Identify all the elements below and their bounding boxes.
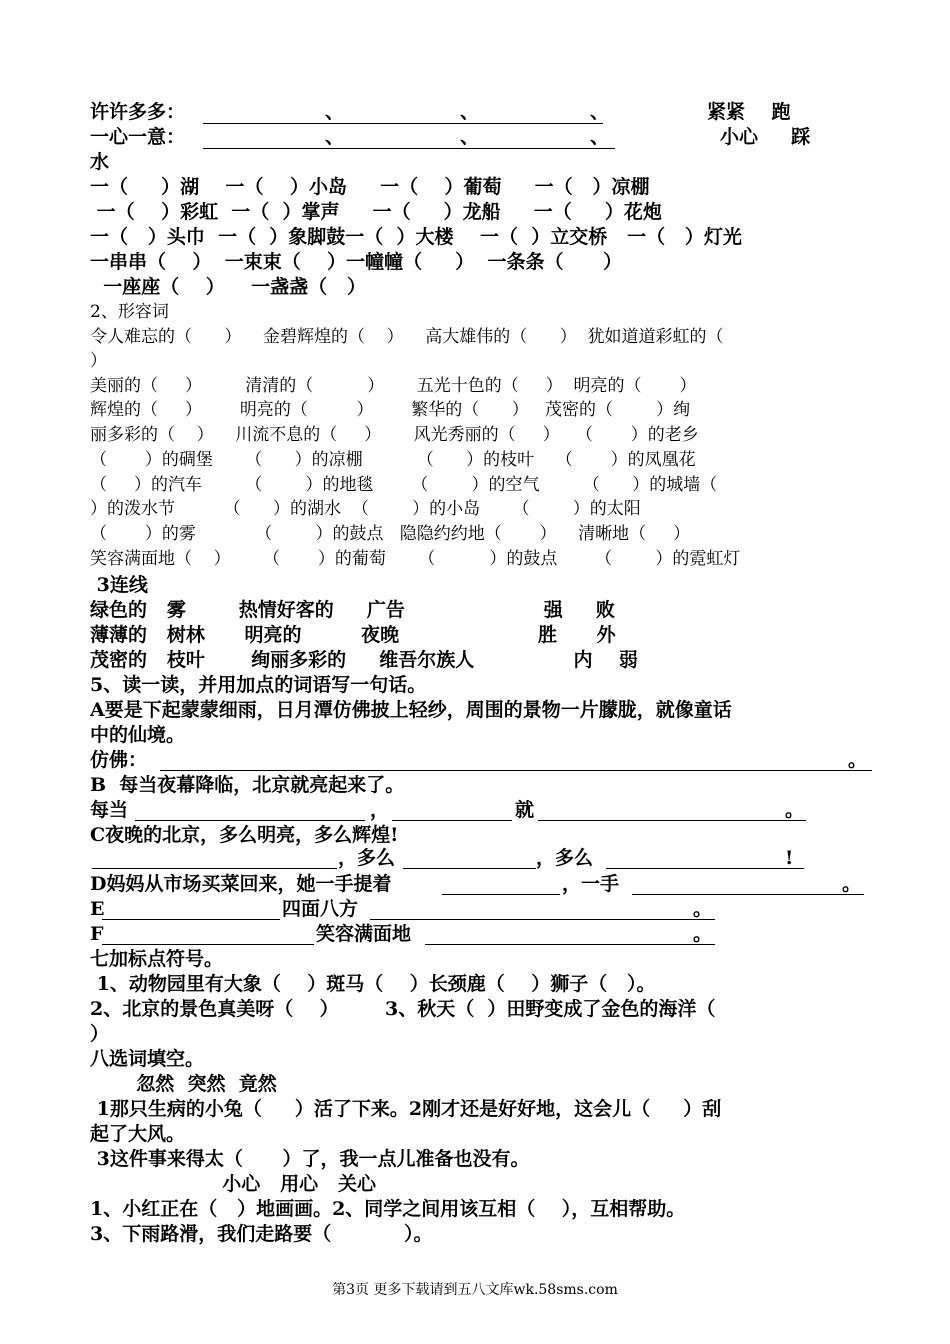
word-choice-line: 3这件事来得太（ ）了，我一点儿准备也没有。 — [90, 1148, 530, 1170]
sentence-c: C夜晚的北京，多么明亮，多么辉煌! — [90, 824, 399, 846]
prompt-jiu: 就 — [515, 799, 535, 821]
measure-word-line: 一（ ）头巾 一（ ）象脚鼓一（ ）大楼 一（ ）立交桥 一（ ）灯光 — [90, 226, 742, 248]
period: 。 — [785, 799, 805, 821]
row-yixinyiyi-label: 一心一意： — [90, 126, 186, 148]
prompt-duome: ，多么 — [338, 847, 396, 869]
adjective-line: 丽多彩的（ ） 川流不息的（ ） 风光秀丽的（ ） （ ）的老乡 — [90, 425, 699, 445]
measure-word-line: 一串串（ ） 一束束（ ）一幢幢（ ） 一条条（ ） — [90, 251, 623, 273]
matching-line: 薄薄的 树林 明亮的 夜晚 胜 外 — [90, 624, 616, 646]
page-footer: 第3页 更多下载请到五八文库wk.58sms.com — [332, 1282, 618, 1298]
period: 。 — [693, 898, 713, 920]
sentence-a: A要是下起蒙蒙细雨，日月潭仿佛披上轻纱，周围的景物一片朦胧，就像童话 — [90, 699, 732, 721]
word-options: 忽然 突然 竟然 — [90, 1073, 277, 1095]
answer-line[interactable] — [102, 944, 314, 945]
word-choice-line: 3、下雨路滑，我们走路要（ ）。 — [90, 1223, 433, 1245]
prompt-simianbafang: 四面八方 — [282, 898, 359, 920]
adjective-line: ） — [90, 351, 107, 371]
answer-line[interactable] — [203, 148, 615, 149]
sentence-a-cont: 中的仙境。 — [90, 724, 186, 746]
comma: 、 — [590, 101, 610, 123]
sentence-e: E — [90, 898, 105, 920]
answer-line[interactable] — [102, 919, 280, 920]
section-title-sentences: 5、读一读，并用加点的词语写一句话。 — [90, 674, 427, 696]
sentence-d: D妈妈从市场买菜回来，她一手提着 — [90, 873, 392, 895]
answer-line[interactable] — [92, 868, 337, 869]
word-pair: 小心 踩 — [720, 126, 811, 148]
adjective-line: 美丽的（ ） 清清的（ ） 五光十色的（ ） 明亮的（ ） — [90, 376, 697, 396]
section-title-punctuation: 七加标点符号。 — [90, 948, 224, 970]
comma: 、 — [460, 101, 480, 123]
prompt-xiaorongmanmian: 笑容满面地 — [316, 923, 412, 945]
prompt-meidang: 每当 — [90, 799, 129, 821]
comma: ， — [370, 799, 390, 821]
exclamation: ! — [785, 847, 794, 869]
answer-line[interactable] — [606, 868, 804, 869]
sentence-f: F — [90, 923, 104, 945]
section-title-word-choice: 八选词填空。 — [90, 1048, 205, 1070]
answer-line[interactable] — [370, 919, 715, 920]
answer-line[interactable] — [160, 770, 872, 771]
answer-line[interactable] — [425, 944, 715, 945]
word-choice-line: 1、小红正在（ ）地画画。2、同学之间用该互相（ ），互相帮助。 — [90, 1198, 686, 1220]
sentence-b: B 每当夜幕降临，北京就亮起来了。 — [90, 774, 405, 796]
punctuation-line: 2、北京的景色真美呀（ ） 3、秋天（ ）田野变成了金色的海洋（ — [90, 998, 716, 1020]
adjective-line: 辉煌的（ ） 明亮的（ ） 繁华的（ ） 茂密的（ ）绚 — [90, 400, 691, 420]
answer-line[interactable] — [632, 894, 864, 895]
adjective-line: 令人难忘的（ ） 金碧辉煌的（ ） 高大雄伟的（ ） 犹如道道彩虹的（ — [90, 327, 724, 347]
row-xuxuduoduo-label: 许许多多： — [90, 101, 186, 123]
matching-line: 绿色的 雾 热情好客的 广告 强 败 — [90, 599, 615, 621]
section-title-adjectives: 2、形容词 — [90, 302, 169, 322]
answer-line[interactable] — [203, 123, 603, 124]
answer-line[interactable] — [403, 868, 536, 869]
period: 。 — [848, 749, 868, 771]
comma: 、 — [590, 126, 610, 148]
matching-line: 茂密的 枝叶 绚丽多彩的 维吾尔族人 内 弱 — [90, 649, 638, 671]
prompt-duome: ，多么 — [536, 847, 594, 869]
adjective-line: 笑容满面地（ ） （ ）的葡萄 （ ）的鼓点 （ ）的霓虹灯 — [90, 549, 741, 569]
period: 。 — [693, 923, 713, 945]
word-continued: 水 — [90, 151, 110, 173]
word-pair: 紧紧 跑 — [707, 101, 791, 123]
measure-word-line: 一座座（ ） 一盏盏（ ） — [90, 276, 366, 298]
punctuation-line: ） — [90, 1023, 110, 1045]
measure-word-line: 一（ ）彩虹 一（ ）掌声 一（ ）龙船 一（ ）花炮 — [90, 201, 662, 223]
answer-line[interactable] — [135, 820, 365, 821]
comma: 、 — [325, 126, 345, 148]
punctuation-line: 1、动物园里有大象（ ）斑马（ ）长颈鹿（ ）狮子（ ）。 — [90, 973, 656, 995]
word-choice-line: 1那只生病的小兔（ ）活了下来。2刚才还是好好地，这会儿（ ）刮 — [90, 1098, 722, 1120]
adjective-line: （ ）的汽车 （ ）的地毯 （ ）的空气 （ ）的城墙（ — [90, 475, 718, 495]
comma: 、 — [460, 126, 480, 148]
comma: 、 — [325, 101, 345, 123]
adjective-line: ）的泼水节 （ ）的湖水 （ ）的小岛 （ ）的太阳 — [90, 499, 641, 519]
prompt-yishou: ，一手 — [562, 873, 620, 895]
section-title-matching: 3连线 — [90, 574, 148, 596]
answer-line[interactable] — [442, 894, 560, 895]
period: 。 — [842, 873, 862, 895]
answer-line[interactable] — [392, 820, 512, 821]
adjective-line: （ ）的雾 （ ）的鼓点 隐隐约约地（ ） 清晰地（ ） — [90, 524, 691, 544]
answer-line[interactable] — [538, 820, 806, 821]
prompt-fangfu: 仿佛： — [90, 749, 148, 771]
measure-word-line: 一（ ）湖 一（ ）小岛 一（ ）葡萄 一（ ）凉棚 — [90, 176, 650, 198]
word-options: 小心 用心 关心 — [90, 1173, 376, 1195]
adjective-line: （ ）的碉堡 （ ）的凉棚 （ ）的枝叶 （ ）的凤凰花 — [90, 450, 696, 470]
word-choice-line: 起了大风。 — [90, 1123, 186, 1145]
